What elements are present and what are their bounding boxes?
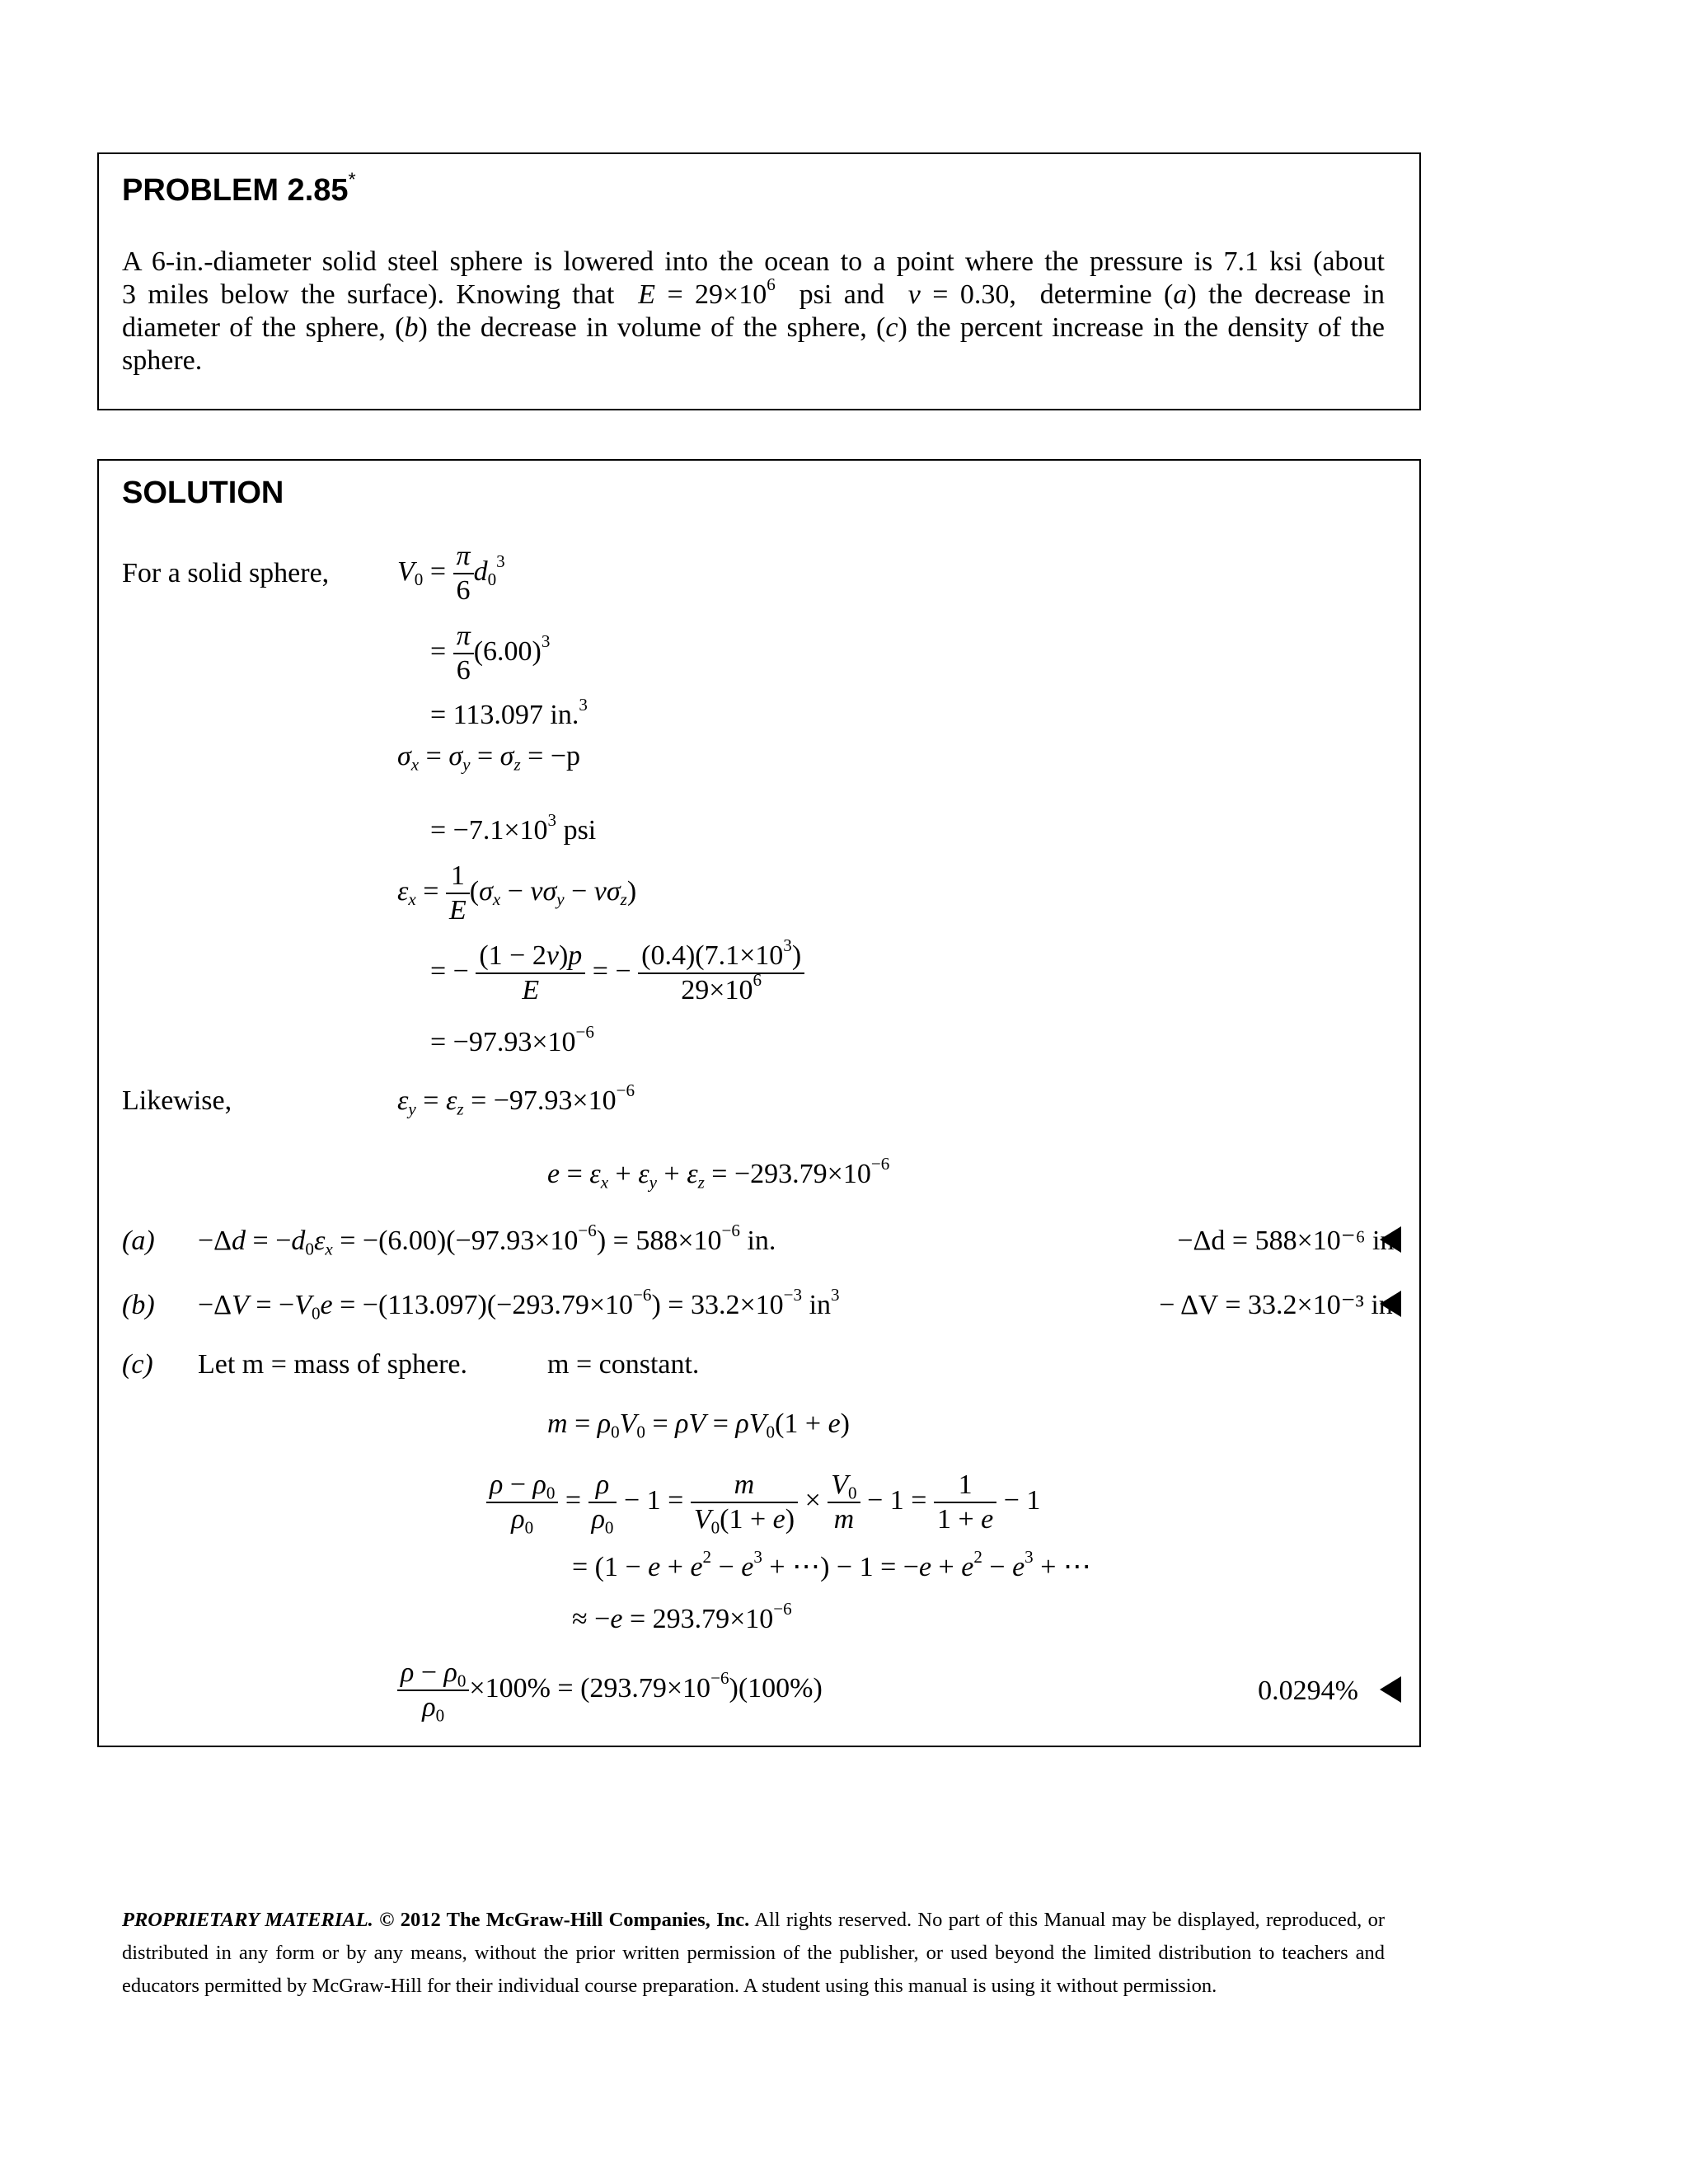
eq-dilatation: $e = \varepsilon_x + \varepsilon_y + \varepsilon_z = -293.79\times 10^{-6}$ xyxy=(547,1154,890,1193)
part-a-label: (a) xyxy=(122,1226,155,1256)
part-c-text: Let m = mass of sphere. xyxy=(198,1349,467,1380)
part-c-constant: m = constant. xyxy=(547,1349,700,1380)
part-b-label: (b) xyxy=(122,1290,155,1320)
eq-approximation: ≈ $-e = 293.79\times 10^{-6}$ xyxy=(572,1599,792,1634)
eq-strain-x-substitute: = − $\frac{(1 - 2v)p}{E}$ = − $\frac{(0.4)(7.1\times 10^3)}{29\times 10^6}$ xyxy=(430,940,804,1007)
answer-c: 0.0294% xyxy=(1258,1675,1358,1706)
eq-strain-yz: $\varepsilon_y = \varepsilon_z = -97.93\times 10^{-6}$ xyxy=(397,1080,635,1119)
problem-title: PROBLEM 2.85* xyxy=(122,168,356,208)
eq-volume-value: = 113.097 in.$^3$ xyxy=(430,695,588,730)
eq-strain-x-formula: $\varepsilon_x$ = $\frac{1}{E}$ $(\sigma_x - v\sigma_y - v\sigma_z)$ xyxy=(397,860,637,926)
problem-statement-line-4: sphere. xyxy=(122,345,203,376)
label-likewise: Likewise, xyxy=(122,1085,232,1116)
eq-volume-formula: $V_0$ = $\frac{\pi}{6}$ $d_0^3$ xyxy=(397,541,505,606)
answer-b: − ΔV = 33.2×10⁻³ in³ xyxy=(1159,1290,1401,1320)
footer-copyright: PROPRIETARY MATERIAL. © 2012 The McGraw-Hill Companies, Inc. All rights reserved. No part of this Manual may be displayed, reproduced, or distributed in any form or by any means, without the prior written permission of the publisher, or used beyond the limited distribution to teachers and educators permitted by McGraw-Hill for their individual course preparation. A student using this manual is using it without permission. xyxy=(122,1909,1386,1997)
problem-statement-line-3: diameter of the sphere, (b) the decrease in volume of the sphere, (c) the percent increase in the density of the xyxy=(122,312,1385,343)
part-c-label: (c) xyxy=(122,1349,153,1380)
problem-statement-line-1: A 6-in.-diameter solid steel sphere is lowered into the ocean to a point where the pressure is 7.1 ksi (about xyxy=(122,246,1385,277)
eq-series-expansion: = ($1 - e + e^2 - e^3$ + ⋯) − $1 = -e + e^2 - e^3$ + ⋯ xyxy=(572,1547,1091,1582)
label-solid-sphere: For a solid sphere, xyxy=(122,558,330,588)
answer-a-marker xyxy=(1368,1226,1401,1253)
eq-mass-relation: $m = \rho_0V_0 = \rho V = \rho V_0(1 + e)$ xyxy=(547,1408,850,1442)
eq-stress-value: = $-7.1\times 10^3$ psi xyxy=(430,810,597,846)
eq-stress-equal: $\sigma_x = \sigma_y = \sigma_z = -p$ xyxy=(397,741,580,775)
problem-statement-line-2: 3 miles below the surface). Knowing that $E = 29\times 10^6$ psi and v = 0.30, determine (a) the decrease in xyxy=(122,274,1385,310)
answer-a: −Δd = 588×10⁻⁶ in. xyxy=(1177,1226,1401,1256)
answer-b-marker xyxy=(1368,1291,1401,1317)
solution-title: SOLUTION xyxy=(122,476,284,510)
eq-percent-increase: $\frac{\rho - \rho_0}{\rho_0}$ $\times 100\% = (293.79\times 10^{-6})(100\%)$ xyxy=(397,1657,823,1724)
eq-part-b: $-\Delta V = -V_0e = -(113.097)(-293.79\times 10^{-6}) = 33.2\times 10^{-3}$ $in^3$ xyxy=(198,1285,840,1324)
answer-c-marker xyxy=(1368,1676,1401,1703)
eq-density-ratio: $\frac{\rho - \rho_0}{\rho_0}$ = $\frac{\rho}{\rho_0}$ − 1 = $\frac{m}{V_0(1 + e)}$ × $\frac{V_0}{m}$ − 1 = $\frac{1}{1 + e}$ − 1 xyxy=(486,1469,1040,1536)
eq-strain-x-value: = $-97.93\times 10^{-6}$ xyxy=(430,1022,594,1057)
eq-volume-substitute: = $\frac{\pi}{6}$ $(6.00)^3$ xyxy=(430,621,551,686)
eq-part-a: $-\Delta d = -d_0\varepsilon_x = -(6.00)(-97.93\times 10^{-6}) = 588\times 10^{-6}$ in. xyxy=(198,1221,776,1259)
